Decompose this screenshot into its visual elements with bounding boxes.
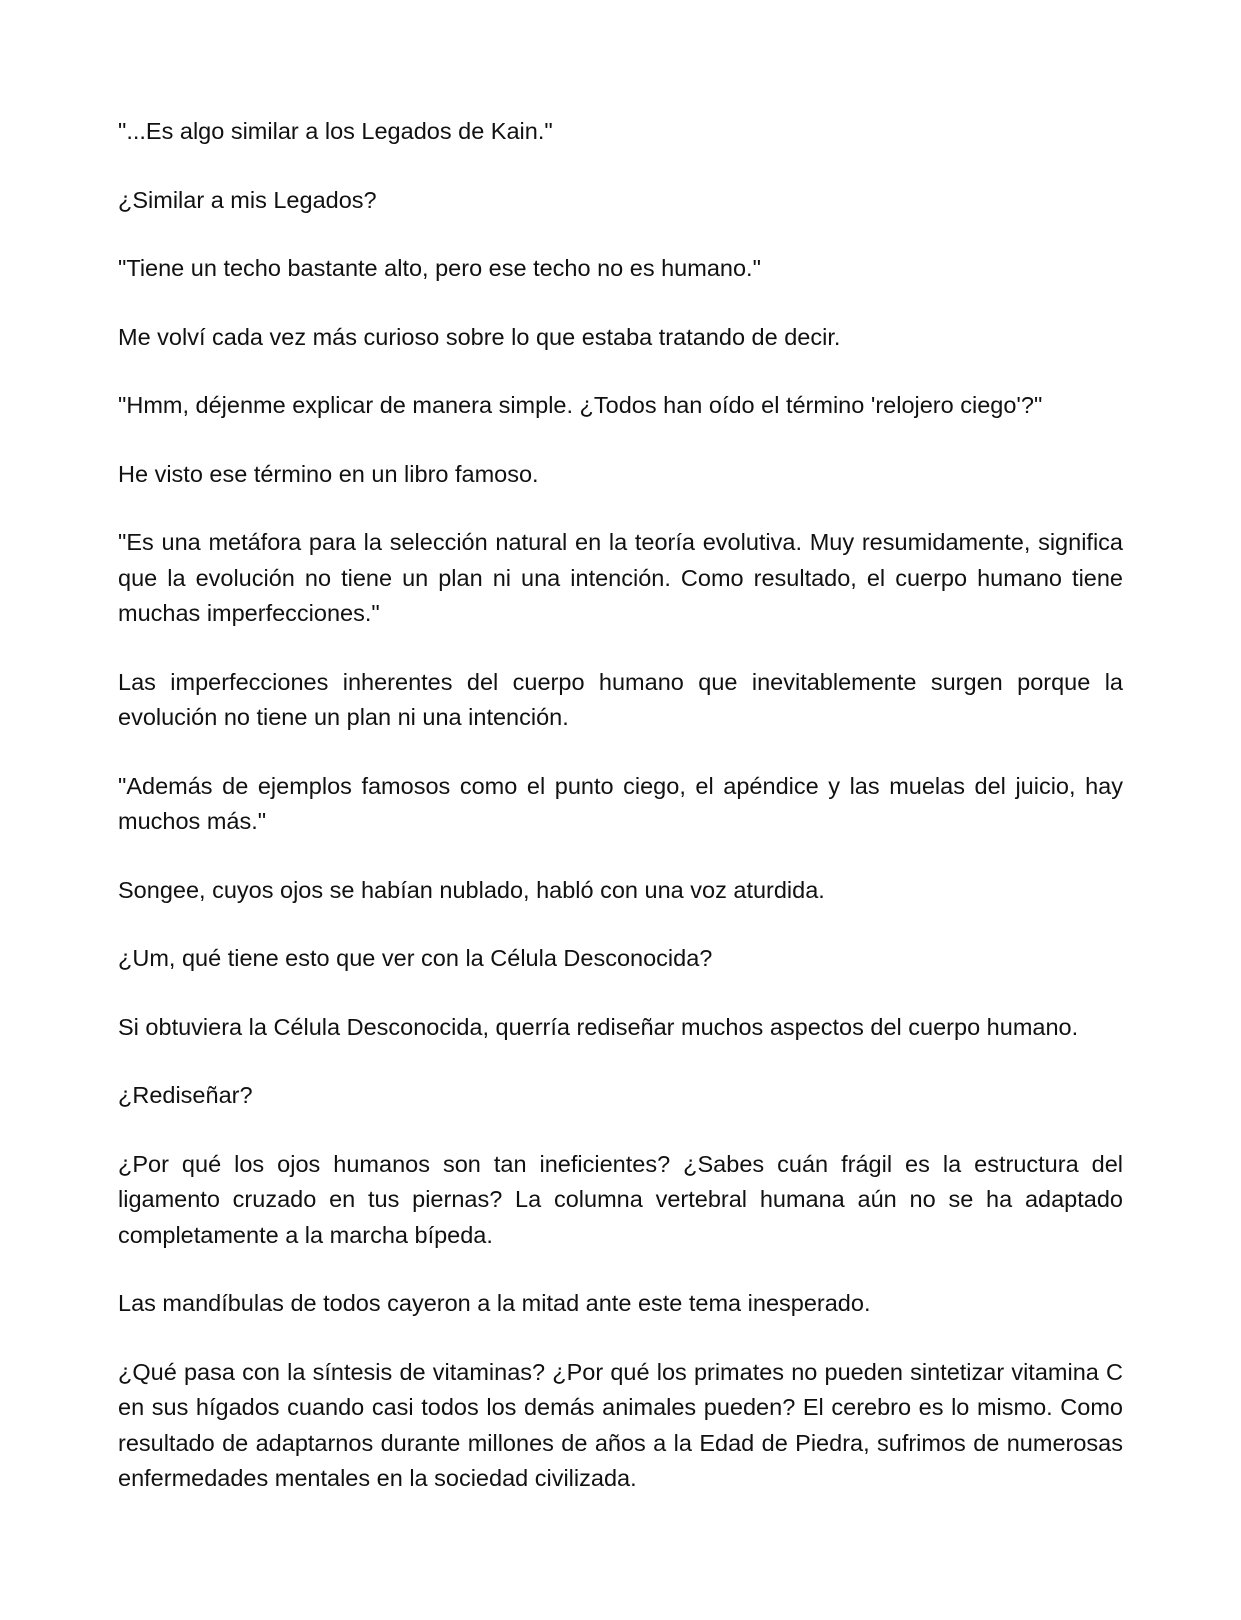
paragraph: "Además de ejemplos famosos como el punto ciego, el apéndice y las muelas del juicio, hay muchos más."	[118, 772, 1123, 834]
paragraph: ¿Um, qué tiene esto que ver con la Célula Desconocida?	[118, 945, 713, 971]
paragraph: He visto ese término en un libro famoso.	[118, 460, 539, 487]
paragraph: Songee, cuyos ojos se habían nublado, habló con una voz aturdida.	[118, 876, 825, 903]
paragraph: "Es una metáfora para la selección natural en la teoría evolutiva. Muy resumidamente, significa que la evolución no tiene un plan ni una intención. Como resultado, el cuerpo humano tiene muchas imperfecciones."	[118, 529, 1123, 626]
paragraph: "...Es algo similar a los Legados de Kain."	[118, 118, 553, 144]
paragraph: ¿Similar a mis Legados?	[118, 186, 377, 213]
paragraph: Si obtuviera la Célula Desconocida, querría rediseñar muchos aspectos del cuerpo humano.	[118, 1013, 1079, 1040]
paragraph: Las mandíbulas de todos cayeron a la mitad ante este tema inesperado.	[118, 1290, 871, 1316]
paragraph: Me volví cada vez más curioso sobre lo que estaba tratando de decir.	[118, 323, 841, 350]
paragraph: ¿Qué pasa con la síntesis de vitaminas? ¿Por qué los primates no pueden sintetizar vitamina C en sus hígados cuando casi todos los demás animales pueden? El cerebro es lo mismo. Como resultado de adaptarnos durante millones de años a la Edad de Piedra, sufrimos de numerosas enfermedades mentales en la sociedad civilizada.	[118, 1358, 1123, 1491]
paragraph: ¿Rediseñar?	[118, 1082, 253, 1108]
paragraph: "Tiene un techo bastante alto, pero ese techo no es humano."	[118, 255, 761, 281]
document-body	[118, 114, 1123, 1497]
paragraph: "Hmm, déjenme explicar de manera simple. ¿Todos han oído el término 'relojero ciego'?"	[118, 392, 1043, 418]
paragraph: ¿Por qué los ojos humanos son tan ineficientes? ¿Sabes cuán frágil es la estructura del ligamento cruzado en tus piernas? La columna vertebral humana aún no se ha adaptado completamente a la marcha bípeda.	[118, 1150, 1123, 1248]
paragraph: Las imperfecciones inherentes del cuerpo humano que inevitablemente surgen porque la evolución no tiene un plan ni una intención.	[118, 668, 1123, 730]
